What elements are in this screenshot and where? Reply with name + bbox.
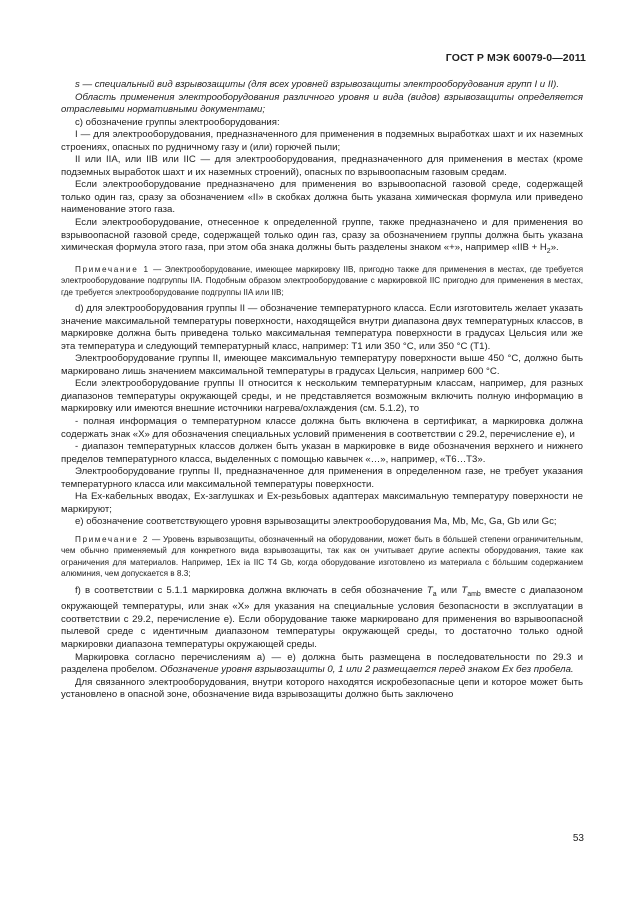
paragraph: Электрооборудование группы II, имеющее максимальную температуру поверхности выше 450 °С, должно быть маркировано лишь значением максимальной температуры в градусах Цельсия, например 600 °С. — [61, 353, 583, 377]
paragraph-text: ». — [550, 242, 559, 254]
note-text: — Уровень взрывозащиты, обозначенный на оборудовании, может быть в бóльшей степени ограничительным, чем обычно применяемый для конкретного вида взрывозащиты, так как он учитывает другие аспекты оборудования, такие как ограничения для материалов. Например, 1Ex ia IIC T4 Gb, когда оборудование изготовлено из материала с бóльшим содержанием алюминия, чем допускается в 8.3; — [61, 534, 583, 579]
paragraph-text: Если электрооборудование, отнесенное к определенной группе, также предназначено и для применения во взрывоопасной газовой среде, содержащей только один газ, сразу за обозначением группы должна быть указана химическая формула этого газа, при этом оба знака должны быть разделены знаком «+», например «IIB + H — [61, 217, 583, 254]
paragraph-text: или — [436, 584, 462, 596]
paragraph: d) для электрооборудования группы II — обозначение температурного класса. Если изготовитель желает указать значение максимальной температуры поверхности, находящейся внутри диапазона двух температурных классов, в маркировке должна быть приведена только максимальная температура поверхности в градусах Цельсия или же эта температура и следующий температурный класс, например: T1 или 350 °С, или 350 °С (Т1). — [61, 303, 583, 352]
subscript: amb — [467, 590, 481, 598]
paragraph-italic: Обозначение уровня взрывозащиты 0, 1 или 2 размещается перед знаком Ex без пробела. — [159, 664, 574, 676]
paragraph: Область применения электрооборудования различного уровня и вида (видов) взрывозащиты определяется отраслевыми нормативными документами; — [61, 91, 583, 116]
note-label: Примечание 2 — [75, 534, 150, 544]
paragraph: Если электрооборудование группы II относится к нескольким температурным классам, например, для разных диапазонов температуры окружающей среды, и не представляется возможным включить полную информацию в маркировку или имеются внешние источники нагрева/охлаждения (см. 5.1.2), то — [61, 378, 583, 415]
paragraph-text: f) в соответствии с 5.1.1 маркировка должна включать в себя обозначение — [75, 584, 427, 596]
paragraph: - полная информация о температурном классе должна быть включена в сертификат, а маркировка должна содержать знак «Х» для обозначения специальных условий применения в соответствии с 29.2, перечисление е), и — [61, 415, 583, 440]
paragraph: e) обозначение соответствующего уровня взрывозащиты электрооборудования Ma, Mb, Mc, Ga, Gb или Gc; — [75, 516, 557, 528]
paragraph: На Ex-кабельных вводах, Ex-заглушках и Ex-резьбовых адаптерах максимальную температуру поверхности не маркируют; — [61, 491, 583, 515]
symbol: T — [461, 584, 468, 596]
paragraph-text: вместе с диапазоном окружающей температуры, или знак «Х» для указания на специальные условия безопасности в эксплуатации в соответствии с 29.2, перечисление е). Если оборудование также маркировано для применения во взрывоопасной пылевой среде с идентичным диапазоном температуры окружающей среды, то достаточно только одной маркировки диапазона температуры окружающей среды. — [61, 584, 583, 650]
paragraph: Для связанного электрооборудования, внутри которого находятся искробезопасные цепи и которое может быть установлено в опасной зоне, обозначение вида взрывозащиты должно быть заключено — [61, 676, 583, 701]
note-label: Примечание 1 — [75, 264, 150, 274]
paragraph: s — специальный вид взрывозащиты (для всех уровней взрывозащиты электрооборудования групп I и II). — [75, 79, 560, 90]
subscript: 2 — [546, 248, 551, 256]
paragraph: c) обозначение группы электрооборудования: — [75, 116, 280, 128]
note-text: — Электрооборудование, имеющее маркировку IIB, пригодно также для применения в местах, где требуется электрооборудование подгруппы IIA. Подобным образом электрооборудование с маркировкой IIC пригодно для применения в местах, где требуется электрооборудование подгруппы IIA или IIB; — [61, 264, 584, 297]
paragraph: Если электрооборудование предназначено для применения во взрывоопасной газовой среде, содержащей только один газ, сразу за обозначением «II» в скобках должна быть указана химическая формула или приведено наименование этого газа. — [61, 179, 583, 216]
paragraph — [61, 652, 583, 677]
paragraph: Электрооборудование группы II, предназначенное для применения в определенном газе, не требует указания температурного класса или максимальной температуры поверхности. — [61, 466, 583, 490]
note-2 — [61, 534, 583, 580]
page-body — [61, 79, 583, 702]
paragraph-text: Маркировка согласно перечислениям а) — е) должна быть размещена в последовательности по 29.3 и разделена пробелом. — [61, 651, 583, 676]
document-header: ГОСТ Р МЭК 60079-0—2011 — [445, 52, 586, 64]
symbol: T — [426, 584, 433, 596]
paragraph: - диапазон температурных классов должен быть указан в маркировке в виде обозначения верхнего и нижнего пределов температурного класса, выделенных с помощью кавычек «…», например, «Т6…Т3». — [61, 441, 583, 465]
paragraph: I — для электрооборудования, предназначенного для применения в подземных выработках шахт и их наземных строениях, опасных по рудничному газу и (или) горючей пыли; — [61, 129, 583, 153]
page-number: 53 — [572, 833, 584, 844]
note-1 — [61, 264, 583, 299]
paragraph: II или IIA, или IIB или IIC — для электрооборудования, предназначенного для применения в местах (кроме подземных выработок шахт и их наземных строений), опасных по взрывоопасным газовым средам. — [61, 154, 583, 178]
paragraph — [61, 217, 583, 259]
subscript: a — [432, 590, 437, 598]
paragraph — [61, 585, 583, 652]
